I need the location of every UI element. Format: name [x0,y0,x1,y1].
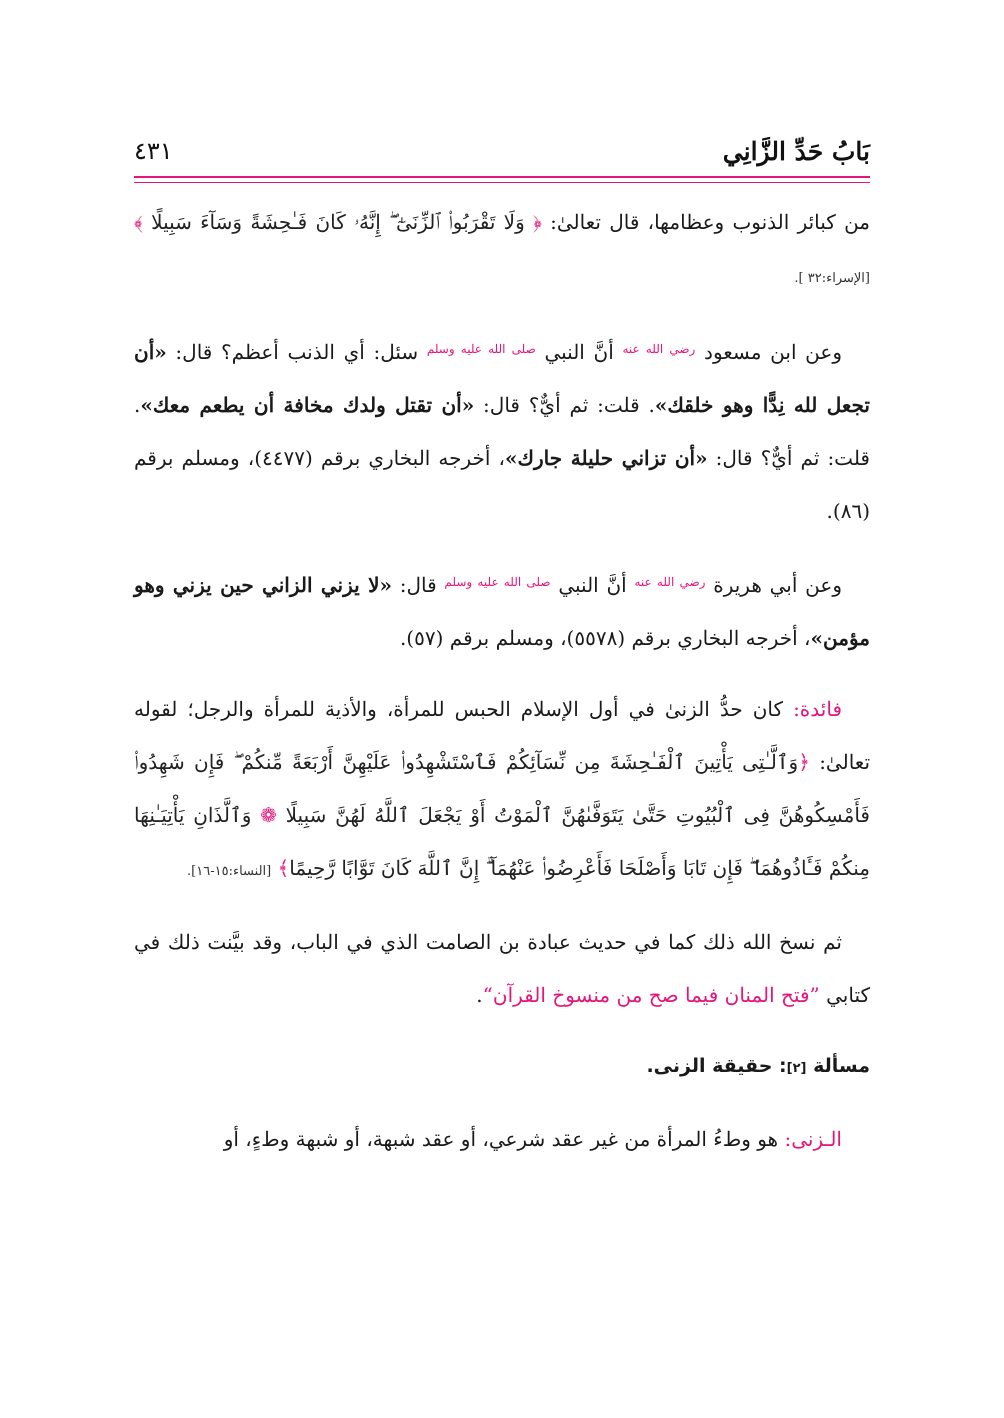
issue-title: حقيقة الزنى. [646,1055,773,1077]
header-rule-thick [134,176,870,178]
verse-reference: [النساء:١٥-١٦]. [187,864,272,879]
quran-verse: وَلَا تَقْرَبُوا۟ ٱلزِّنَىٰٓ ۖ إِنَّهُۥ كَانَ فَـٰحِشَةً وَسَآءَ سَبِيلًا [151,210,525,234]
honorific-companion: رضي الله عنه [622,342,696,356]
page-number: ٤٣١ [134,137,173,165]
hadith-quote: «أن تزاني حليلة جارك» [504,446,708,470]
hadith-quote: «أن تقتل ولدك مخافة أن يطعم معك» [140,393,475,417]
quran-close-bracket: ﴾ [134,210,143,234]
book-title: ”فتح المنان فيما صح من منسوخ القرآن“ [482,983,820,1007]
quran-open-bracket: ﴿ [798,750,810,774]
quran-close-bracket: ﴾ [277,856,290,880]
body-text [134,196,870,1184]
paragraph-ibn-masud: وعن ابن مسعود $^{رضي الله عنه}$ أنَّ النبي $^{صلى الله عليه وسلم}$ سئل: أي الذنب أعظم؟ قال: «أن تجعل لله نِدًّا وهو خلقك». قلت: ثم أيٌّ؟ قال: «أن تقتل ولدك مخافة أن يطعم معك». قلت: ثم أيٌّ؟ قال: «أن تزاني حليلة جارك»، أخرجه البخاري برقم (٤٤٧٧)، ومسلم برقم (٨٦). [134,340,870,523]
issue-heading: مسألة [٢]: حقيقة الزنى. [646,1055,870,1077]
honorific-prophet: صلى الله عليه وسلم [444,575,551,589]
quran-verse: وَٱلَّذَانِ يَأْتِيَـٰنِهَا مِنكُمْ فَـَٔاذُوهُمَا ۖ فَإِن تَابَا وَأَصْلَحَا فَأَعْرِضُوا۟ عَنْهُمَآ ۗ إِنَّ ٱللَّهَ كَانَ تَوَّابًا رَّحِيمًا [134,803,870,880]
benefit-label: فائدة: [793,697,842,721]
paragraph-definition: الـزنى: هو وطءُ المرأة من غير عقد شرعي، أو عقد شبهة، أو شبهة وطءٍ، أو [223,1127,842,1151]
quran-verse: وَٱلَّـٰتِى يَأْتِينَ ٱلْفَـٰحِشَةَ مِن نِّسَآئِكُمْ فَٱسْتَشْهِدُوا۟ عَلَيْهِنَّ أَرْبَعَةً مِّنكُمْ ۖ فَإِن شَهِدُوا۟ فَأَمْسِكُوهُنَّ فِى ٱلْبُيُوتِ حَتَّىٰ يَتَوَفَّىٰهُنَّ ٱلْمَوْتُ أَوْ يَجْعَلَ ٱللَّهُ لَهُنَّ سَبِيلًا [134,750,870,827]
page-header [134,128,870,174]
paragraph-abrogation: ثم نسخ الله ذلك كما في حديث عبادة بن الصامت الذي في الباب، وقد بيَّنت ذلك في كتابي ”فتح المنان فيما صح من منسوخ القرآن“. [134,930,870,1007]
definition-term: الـزنى: [784,1127,842,1151]
quran-open-bracket: ﴿ [533,210,542,234]
verse-reference: [الإسراء:٣٢ ]. [794,271,870,286]
hadith-quote: «لا يزني الزاني حين يزني وهو مؤمن» [134,573,870,650]
header-rule-thin [134,182,870,183]
paragraph-abu-hurayra: وعن أبي هريرة $^{رضي الله عنه}$ أنَّ النبي $^{صلى الله عليه وسلم}$ قال: «لا يزني الزاني حين يزني وهو مؤمن»، أخرجه البخاري برقم (٥٥٧٨)، ومسلم برقم (٥٧). [134,573,870,650]
hadith-quote: «أن تجعل لله نِدًّا وهو خلقك» [134,340,870,417]
verse-separator: ❁ [251,803,286,827]
chapter-title: بَابُ حَدِّ الزَّانِي [722,136,870,166]
honorific-prophet: صلى الله عليه وسلم [426,342,536,356]
honorific-companion: رضي الله عنه [634,575,706,589]
paragraph-benefit: فائدة: كان حدُّ الزنىٰ في أول الإسلام الحبس للمرأة، والأذية للمرأة والرجل؛ لقوله تعالىٰ: ﴿وَٱلَّـٰتِى يَأْتِينَ ٱلْفَـٰحِشَةَ مِن نِّسَآئِكُمْ فَٱسْتَشْهِدُوا۟ عَلَيْهِنَّ أَرْبَعَةً مِّنكُمْ ۖ فَإِن شَهِدُوا۟ فَأَمْسِكُوهُنَّ فِى ٱلْبُيُوتِ حَتَّىٰ يَتَوَفَّىٰهُنَّ ٱلْمَوْتُ أَوْ يَجْعَلَ ٱللَّهُ لَهُنَّ سَبِيلًا ❁ وَٱلَّذَانِ يَأْتِيَـٰنِهَا مِنكُمْ فَـَٔاذُوهُمَا ۖ فَإِن تَابَا وَأَصْلَحَا فَأَعْرِضُوا۟ عَنْهُمَآ ۗ إِنَّ ٱللَّهَ كَانَ تَوَّابًا رَّحِيمًا﴾ [النساء:١٥-١٦]. [134,697,871,880]
paragraph-intro: من كبائر الذنوب وعظامها، قال تعالىٰ: ﴿ وَلَا تَقْرَبُوا۟ ٱلزِّنَىٰٓ ۖ إِنَّهُۥ كَانَ فَـٰحِشَةً وَسَآءَ سَبِيلًا ﴾ [الإسراء:٣٢ ]. [134,210,871,286]
issue-number: [٢] [786,1061,807,1076]
